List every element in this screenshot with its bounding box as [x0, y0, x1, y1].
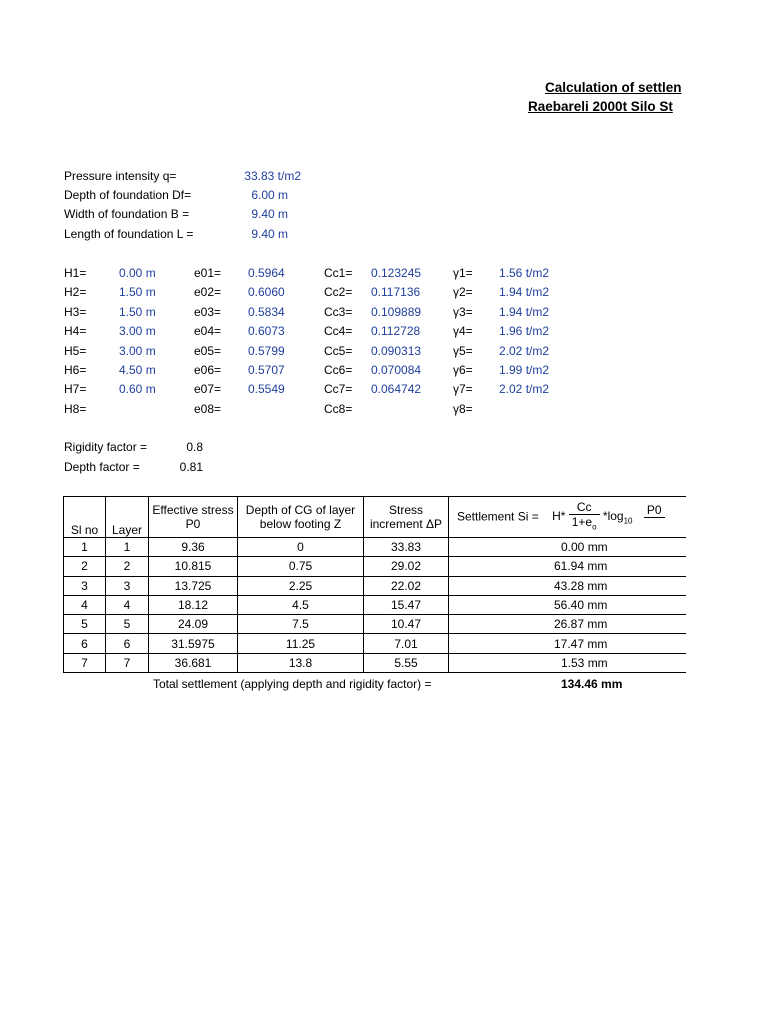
- h-label: H8=: [64, 402, 87, 416]
- cell-si: 61.94 mm: [449, 557, 686, 576]
- cell-si: 43.28 mm: [449, 576, 686, 595]
- cc-label: Cc2=: [324, 285, 353, 299]
- cell-p0: 13.725: [149, 576, 238, 595]
- table-header-row: [64, 497, 686, 538]
- cell-layer: 6: [106, 634, 149, 653]
- formula-p0: P0: [644, 503, 665, 518]
- gamma-label: γ4=: [453, 324, 473, 338]
- header-settlement-formula: [449, 497, 686, 538]
- cell-z: 7.5: [238, 615, 364, 634]
- width-foundation-label: Width of foundation B =: [64, 207, 190, 221]
- cell-dp: 10.47: [364, 615, 449, 634]
- cell-sl: 5: [64, 615, 106, 634]
- cell-layer: 4: [106, 595, 149, 614]
- h-value: 0.00 m: [119, 266, 156, 280]
- cell-layer: 5: [106, 615, 149, 634]
- h-label: H2=: [64, 285, 87, 299]
- cell-p0: 18.12: [149, 595, 238, 614]
- table-row: [64, 595, 686, 614]
- gamma-value: 1.94 t/m2: [499, 305, 550, 319]
- cell-sl: 6: [64, 634, 106, 653]
- e-label: e06=: [194, 363, 222, 377]
- gamma-value: 1.99 t/m2: [499, 363, 550, 377]
- e-value: 0.5834: [248, 305, 285, 319]
- e-value: 0.5799: [248, 344, 285, 358]
- cell-z: 13.8: [238, 653, 364, 672]
- gamma-label: γ8=: [453, 402, 473, 416]
- cc-value: 0.117136: [371, 285, 421, 299]
- cell-dp: 15.47: [364, 595, 449, 614]
- rigidity-factor-value: 0.8: [186, 440, 203, 454]
- cell-z: 11.25: [238, 634, 364, 653]
- cell-si: 56.40 mm: [449, 595, 686, 614]
- pressure-intensity-value: 33.83 t/m2: [244, 169, 301, 183]
- h-label: H3=: [64, 305, 87, 319]
- table-row: [64, 557, 686, 576]
- cell-dp: 22.02: [364, 576, 449, 595]
- title-line-1: Calculation of settlen: [545, 80, 682, 95]
- h-value: 3.00 m: [119, 324, 156, 338]
- depth-factor-label: Depth factor =: [64, 460, 140, 474]
- e-value: 0.6060: [248, 285, 285, 299]
- cc-label: Cc8=: [324, 402, 353, 416]
- gamma-value: 2.02 t/m2: [499, 382, 550, 396]
- header-layer: Layer: [106, 497, 149, 538]
- e-value: 0.6073: [248, 324, 285, 338]
- header-effective-stress: Effective stress P0: [149, 497, 238, 538]
- h-label: H1=: [64, 266, 87, 280]
- e-value: 0.5549: [248, 382, 285, 396]
- gamma-label: γ7=: [453, 382, 473, 396]
- cc-value: 0.070084: [371, 363, 422, 377]
- h-value: 4.50 m: [119, 363, 156, 377]
- gamma-label: γ2=: [453, 285, 473, 299]
- cell-z: 4.5: [238, 595, 364, 614]
- h-value: 0.60 m: [119, 382, 156, 396]
- cell-dp: 5.55: [364, 653, 449, 672]
- h-label: H6=: [64, 363, 87, 377]
- table-row: [64, 538, 686, 557]
- cell-sl: 2: [64, 557, 106, 576]
- cc-value: 0.109889: [371, 305, 422, 319]
- cell-sl: 1: [64, 538, 106, 557]
- gamma-value: 2.02 t/m2: [499, 344, 550, 358]
- h-value: 1.50 m: [119, 285, 156, 299]
- header-sl-no: Sl no: [64, 497, 106, 538]
- cc-value: 0.123245: [371, 266, 422, 280]
- e-label: e07=: [194, 382, 222, 396]
- gamma-label: γ1=: [453, 266, 473, 280]
- cell-sl: 4: [64, 595, 106, 614]
- pressure-intensity-label: Pressure intensity q=: [64, 169, 177, 183]
- cell-dp: 7.01: [364, 634, 449, 653]
- table-row: [64, 634, 686, 653]
- table-row: [64, 653, 686, 672]
- e-label: e05=: [194, 344, 222, 358]
- cell-sl: 7: [64, 653, 106, 672]
- cell-z: 0.75: [238, 557, 364, 576]
- width-foundation-value: 9.40 m: [251, 207, 288, 221]
- cc-label: Cc5=: [324, 344, 353, 358]
- total-settlement-value: 134.46 mm: [561, 677, 623, 691]
- formula-den-sub: o: [592, 522, 597, 532]
- cell-z: 2.25: [238, 576, 364, 595]
- cell-p0: 36.681: [149, 653, 238, 672]
- depth-factor-value: 0.81: [179, 460, 203, 474]
- cell-p0: 24.09: [149, 615, 238, 634]
- cell-si: 17.47 mm: [449, 634, 686, 653]
- gamma-label: γ6=: [453, 363, 473, 377]
- gamma-label: γ5=: [453, 344, 473, 358]
- cc-value: 0.112728: [371, 324, 421, 338]
- cell-layer: 3: [106, 576, 149, 595]
- cell-dp: 33.83: [364, 538, 449, 557]
- formula-cc: Cc: [569, 500, 600, 515]
- gamma-value: 1.94 t/m2: [499, 285, 550, 299]
- formula-log-sub: 10: [623, 516, 633, 526]
- cell-layer: 1: [106, 538, 149, 557]
- formula-h: H*: [552, 509, 566, 524]
- cell-z: 0: [238, 538, 364, 557]
- cell-p0: 9.36: [149, 538, 238, 557]
- depth-foundation-label: Depth of foundation Df=: [64, 188, 192, 202]
- h-label: H5=: [64, 344, 87, 358]
- formula-den-text: 1+e: [571, 514, 593, 529]
- cell-sl: 3: [64, 576, 106, 595]
- h-value: 3.00 m: [119, 344, 156, 358]
- cell-si: 0.00 mm: [449, 538, 686, 557]
- cc-label: Cc3=: [324, 305, 353, 319]
- formula-p0-den: [644, 518, 665, 532]
- length-foundation-value: 9.40 m: [251, 227, 288, 241]
- e-value: 0.5707: [248, 363, 285, 377]
- cell-p0: 31.5975: [149, 634, 238, 653]
- table-row: [64, 615, 686, 634]
- cell-si: 26.87 mm: [449, 615, 686, 634]
- header-depth-cg: Depth of CG of layer below footing Z: [238, 497, 364, 538]
- e-label: e01=: [194, 266, 222, 280]
- cell-p0: 10.815: [149, 557, 238, 576]
- gamma-label: γ3=: [453, 305, 473, 319]
- formula-p0-fraction: [644, 503, 665, 532]
- cell-layer: 7: [106, 653, 149, 672]
- formula-log-text: *log: [602, 509, 624, 524]
- formula-fraction: [569, 500, 600, 534]
- h-value: 1.50 m: [119, 305, 156, 319]
- rigidity-factor-label: Rigidity factor =: [64, 440, 148, 454]
- gamma-value: 1.56 t/m2: [499, 266, 550, 280]
- settlement-label: Settlement Si =: [457, 509, 539, 524]
- header-stress-increment: Stress increment ΔP: [364, 497, 449, 538]
- length-foundation-label: Length of foundation L =: [64, 227, 194, 241]
- gamma-value: 1.96 t/m2: [499, 324, 550, 338]
- cc-value: 0.090313: [371, 344, 422, 358]
- formula-log: [602, 509, 633, 526]
- cell-layer: 2: [106, 557, 149, 576]
- cell-si: 1.53 mm: [449, 653, 686, 672]
- cell-dp: 29.02: [364, 557, 449, 576]
- e-label: e02=: [194, 285, 222, 299]
- h-label: H7=: [64, 382, 87, 396]
- e-value: 0.5964: [248, 266, 285, 280]
- settlement-table: [63, 496, 686, 673]
- title-line-2: Raebareli 2000t Silo St: [528, 99, 673, 114]
- table-row: [64, 576, 686, 595]
- e-label: e08=: [194, 402, 222, 416]
- h-label: H4=: [64, 324, 87, 338]
- cc-label: Cc7=: [324, 382, 353, 396]
- cc-value: 0.064742: [371, 382, 422, 396]
- e-label: e03=: [194, 305, 222, 319]
- formula-denominator: [569, 515, 600, 534]
- total-settlement-label: Total settlement (applying depth and rigidity factor) =: [153, 677, 432, 691]
- cc-label: Cc1=: [324, 266, 353, 280]
- depth-foundation-value: 6.00 m: [251, 188, 288, 202]
- cc-label: Cc6=: [324, 363, 353, 377]
- cc-label: Cc4=: [324, 324, 353, 338]
- e-label: e04=: [194, 324, 222, 338]
